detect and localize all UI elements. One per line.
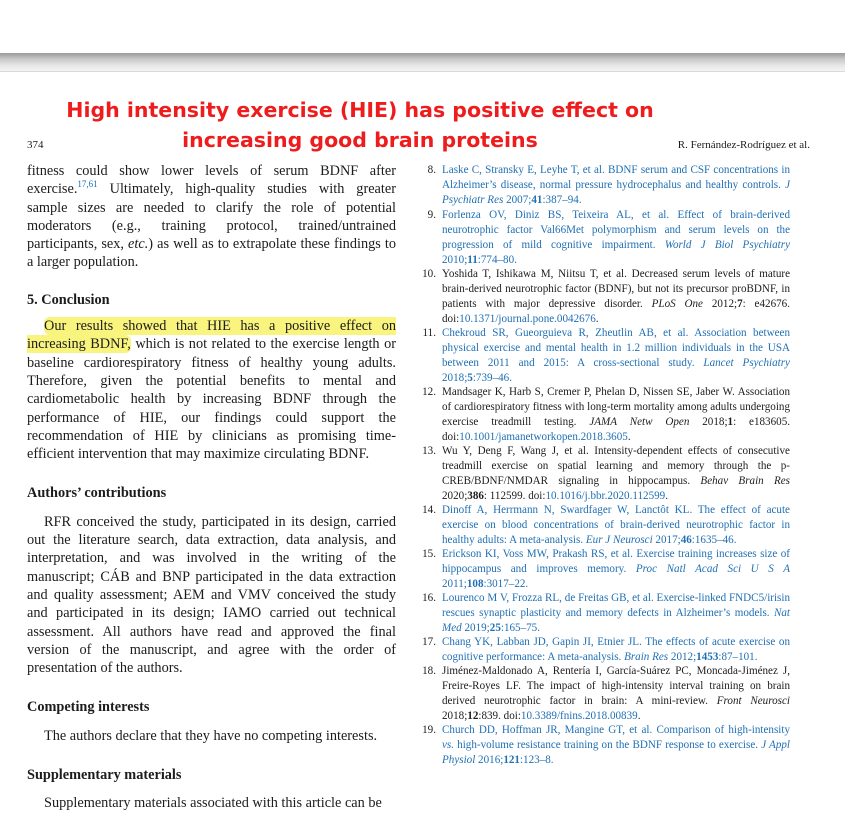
reference-text-run[interactable]: Lourenco M V, Frozza RL, de Freitas GB, et al. Exercise-linked FNDC5/irisin rescues synaptic plasticity and memory defects in Alzheimer’s models.: [442, 592, 790, 619]
reference-text-run: :839. doi:: [478, 709, 521, 722]
reference-text-run[interactable]: J Appl Physiol: [442, 738, 791, 766]
intro-etc: etc.: [128, 236, 149, 253]
reference-number: 13.: [422, 445, 436, 457]
reference-text-run[interactable]: 11: [467, 253, 478, 266]
reference-text-run: 2018;: [442, 709, 468, 722]
reference-text-run: : 112599. doi:: [483, 489, 546, 502]
intro-text-c: ) as well as to extrapolate these findings to a larger population.: [27, 236, 396, 271]
reference-text-run[interactable]: Erickson KI, Voss MW, Prakash RS, et al. Exercise training increases size of hippocampus and improves memory.: [442, 548, 790, 575]
reference-number: 11.: [422, 327, 436, 339]
reference-text-run[interactable]: 2012;: [668, 650, 697, 663]
reference-text: [442, 444, 790, 503]
reference-item[interactable]: [414, 503, 790, 548]
reference-number: 14.: [422, 504, 436, 516]
intro-paragraph: [27, 162, 396, 272]
conclusion-heading: 5. Conclusion: [27, 291, 110, 308]
reference-text-run: 12: [467, 709, 479, 722]
reference-text-run: Wu Y, Deng F, Wang J, et al. Intensity-dependent effects of consecutive treadmill exercise on spatial learning and memory through the p-CREB/BDNF/NMDAR signaling in hippocampus.: [442, 445, 790, 487]
reference-text-run[interactable]: vs.: [442, 738, 455, 751]
reference-text-run[interactable]: Nat Med: [442, 606, 790, 634]
headline-line-2: increasing good brain proteins: [182, 128, 538, 152]
reference-text-run: 2020;: [442, 489, 468, 502]
reference-text-run[interactable]: Dinoff A, Herrmann N, Swardfager W, Lanctôt KL. The effect of acute exercise on blood concentrations of brain-derived neurotrophic factor in healthy adults: A meta-analysis.: [442, 504, 790, 546]
reference-text: [442, 591, 790, 636]
reference-text-run[interactable]: Chekroud SR, Gueorguieva R, Zheutlin AB, et al. Association between physical exercise and mental health in 1.2 million individuals in the USA between 2011 and 2015: A cross-sectional study.: [442, 327, 790, 369]
reference-text-run[interactable]: Lancet Psychiatry: [703, 356, 790, 369]
reference-text-run: Behav Brain Res: [700, 474, 791, 487]
reference-text-run[interactable]: 10.1371/journal.pone.0042676: [459, 312, 596, 325]
reference-text-run[interactable]: 5: [467, 371, 473, 384]
reference-number: 15.: [422, 548, 436, 560]
reference-text-run: 2018;: [689, 415, 728, 428]
conclusion-rest: which is not related to the exercise length or baseline cardiorespiratory fitness of healthy young adults. Therefore, given the potential benefits to mental and cardiometabolic health by increasing BDNF through the performance of HIE, our findings could support the recommendation of HIE by clinicians as promising time-efficient intervention that may maximize circulating BDNF.: [27, 336, 396, 463]
reference-text-run[interactable]: Church DD, Hoffman JR, Mangine GT, et al. Comparison of high-intensity: [442, 724, 790, 736]
left-column: [27, 162, 396, 813]
reference-text-run: 1: [727, 415, 734, 428]
reference-text-run[interactable]: :123–8.: [519, 753, 554, 766]
reference-text-run[interactable]: 1453: [696, 650, 719, 663]
reference-text-run: 386: [467, 489, 484, 502]
reference-text-run: .: [595, 312, 599, 325]
reference-item[interactable]: [414, 163, 790, 208]
reference-item[interactable]: [414, 267, 790, 326]
reference-item[interactable]: [414, 208, 790, 267]
authors-heading: Authors’ contributions: [27, 485, 167, 502]
reference-text: [442, 163, 790, 208]
reference-text-run: 7: [737, 297, 743, 310]
reference-number: 16.: [422, 592, 436, 604]
reference-text-run: Front Neurosci: [716, 694, 791, 707]
reference-number: 9.: [427, 209, 436, 221]
reference-text: [442, 326, 790, 385]
intro-text-b: Ultimately, high-quality studies with greater sample sizes are needed to clarify the role of potential moderators (e.g., training protocol, trained/untrained participants, sex,: [27, 181, 396, 253]
reference-text-run[interactable]: 2011;: [442, 577, 467, 590]
reference-item[interactable]: [414, 664, 790, 723]
reference-text-run[interactable]: 2018;: [442, 371, 468, 384]
reference-text-run: 2012;: [702, 297, 738, 310]
reference-text-run: .: [665, 489, 669, 502]
reference-text: [442, 267, 790, 326]
reference-item[interactable]: [414, 591, 790, 636]
reference-text-run[interactable]: 2017;: [652, 533, 681, 546]
page-separator-bar: [0, 53, 845, 71]
reference-text-run[interactable]: Chang YK, Labban JD, Gapin JI, Etnier JL. The effects of acute exercise on cognitive performance: A meta-analysis.: [442, 636, 790, 663]
reference-number: 10.: [422, 268, 436, 280]
reference-text-run[interactable]: Forlenza OV, Diniz BS, Teixeira AL, et al. Effect of brain-derived neurotrophic factor Val66Met polymorphism and serum levels on the progression of mild cognitive impairment.: [442, 209, 790, 251]
reference-text: [442, 547, 790, 592]
reference-text-run[interactable]: 46: [680, 533, 692, 546]
reference-text-run[interactable]: Laske C, Stransky E, Leyhe T, et al. BDNF serum and CSF concentrations in Alzheimer’s disease, normal pressure hydrocephalus and healthy controls.: [442, 164, 790, 191]
reference-text: [442, 208, 790, 267]
reference-text-run[interactable]: :87–101.: [718, 650, 758, 663]
reference-text-run[interactable]: 41: [531, 193, 543, 206]
reference-text-run[interactable]: :1635–46.: [691, 533, 737, 546]
reference-text: [442, 723, 790, 768]
reference-text-run[interactable]: 2010;: [442, 253, 468, 266]
reference-text: [442, 385, 790, 444]
reference-text-run[interactable]: Brain Res: [624, 650, 669, 663]
reference-number: 8.: [427, 164, 436, 176]
reference-text-run: : e183605. doi:: [442, 415, 791, 443]
reference-text-run: .: [637, 709, 641, 722]
headline-line-1: High intensity exercise (HIE) has positive effect on: [66, 98, 654, 122]
authors-paragraph: RFR conceived the study, participated in its design, carried out the literature search, data extraction, data analysis, and interpretation, and was involved in the writing of the manuscript; CÁB and BNP participated in the data extraction and quality assessment; AEM and VMV conceived the study and participated in its design; IAMO carried out technical assessment. All authors have read and approved the final version of the manuscript, and agree with the order of presentation of the authors.: [27, 513, 396, 677]
reference-text-run[interactable]: :3017–22.: [483, 577, 529, 590]
highlighted-sentence: Our results showed that HIE has a positive effect on increasing BDNF,: [27, 318, 396, 353]
reference-text-run[interactable]: :739–46.: [472, 371, 512, 384]
reference-item[interactable]: [414, 723, 790, 768]
running-head: R. Fernández-Rodríguez et al.: [677, 139, 810, 151]
reference-text-run[interactable]: 2007;: [503, 193, 532, 206]
reference-text-run[interactable]: 10.1001/jamanetworkopen.2018.3605: [459, 430, 628, 443]
supplementary-paragraph: Supplementary materials associated with this article can be: [44, 795, 382, 812]
reference-text-run: JAMA Netw Open: [589, 415, 690, 428]
reference-text-run: Mandsager K, Harb S, Cremer P, Phelan D, Nissen SE, Jaber W. Association of cardiorespiratory fitness with long-term mortality among adults undergoing exercise treadmill testing.: [442, 386, 790, 428]
reference-number: 12.: [422, 386, 436, 398]
reference-text-run[interactable]: 108: [466, 577, 484, 590]
reference-text-run: : e42676. doi:: [442, 297, 790, 325]
reference-text-run: .: [627, 430, 631, 443]
page-edge: [0, 71, 845, 72]
reference-item[interactable]: [414, 444, 790, 503]
reference-text-run[interactable]: :774–80.: [477, 253, 517, 266]
reference-item[interactable]: [414, 326, 790, 385]
reference-text-run: Yoshida T, Ishikawa M, Niitsu T, et al. Decreased serum levels of mature brain-derived neurotrophic factor (BDNF), but not its precursor proBDNF, in patients with major depressive disorder.: [442, 268, 790, 310]
reference-text-run[interactable]: J Psychiatr Res: [442, 178, 790, 206]
reference-text-run[interactable]: high-volume resistance training on the BDNF response to exercise.: [454, 738, 762, 751]
conclusion-paragraph: [27, 317, 396, 463]
reference-text-run[interactable]: Eur J Neurosci: [585, 533, 653, 546]
competing-paragraph: The authors declare that they have no competing interests.: [44, 727, 378, 744]
reference-text-run: PLoS One: [651, 297, 703, 310]
reference-text-run[interactable]: 2019;: [461, 621, 490, 634]
competing-heading: Competing interests: [27, 699, 150, 716]
intro-text-a: fitness could show lower levels of serum BDNF after exercise.: [27, 163, 396, 198]
reference-text-run: Jiménez-Maldonado A, Rentería I, García-Suárez PC, Moncada-Jiménez J, Freire-Royes LF. The impact of high-intensity interval training on brain derived neurotrophic factor in brain: A mini-review.: [442, 665, 790, 707]
reference-number: 17.: [422, 636, 436, 648]
reference-text-run[interactable]: World J Biol Psychiatry: [664, 238, 790, 251]
page-number: 374: [27, 139, 44, 151]
viewer-background: [0, 0, 845, 53]
reference-text-run[interactable]: 10.3389/fnins.2018.00839: [520, 709, 638, 722]
reference-text-run[interactable]: Proc Natl Acad Sci U S A: [635, 562, 790, 575]
citation-superscript[interactable]: 17,61: [77, 179, 98, 190]
reference-number: 19.: [422, 724, 436, 736]
reference-text-run[interactable]: 10.1016/j.bbr.2020.112599: [545, 489, 666, 502]
reference-text: [442, 664, 790, 723]
reference-text: [442, 503, 790, 548]
reference-text-run[interactable]: 25: [489, 621, 501, 634]
reference-number: 18.: [422, 665, 436, 677]
reference-text-run[interactable]: :165–75.: [500, 621, 540, 634]
reference-item[interactable]: [414, 635, 790, 665]
reference-text-run[interactable]: :387–94.: [542, 193, 582, 206]
reference-text-run[interactable]: 2016;: [475, 753, 504, 766]
reference-text-run[interactable]: 121: [503, 753, 520, 766]
reference-text: [442, 635, 790, 665]
supplementary-heading: Supplementary materials: [27, 767, 182, 784]
reference-item[interactable]: [414, 385, 790, 444]
reference-item[interactable]: [414, 547, 790, 592]
